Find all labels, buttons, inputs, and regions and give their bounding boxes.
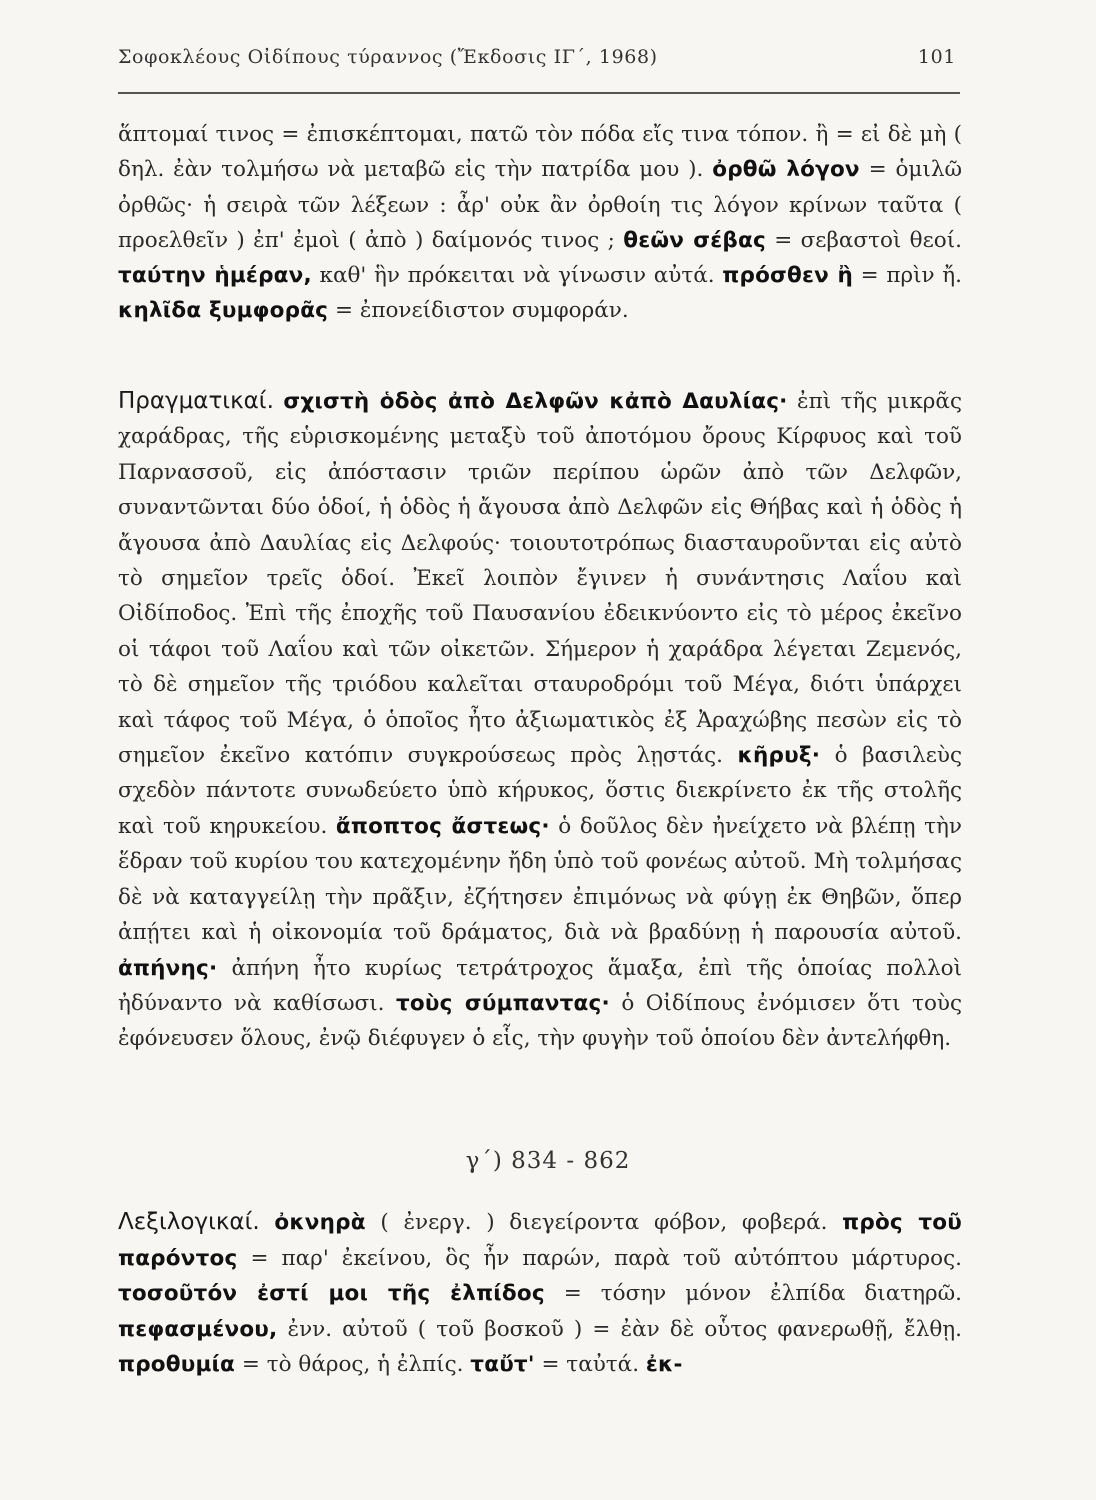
text-run: = πρὶν ἤ.: [853, 263, 962, 289]
lemma: ταὔτ': [470, 1352, 535, 1377]
text-run: ( ἐνεργ. ) διεγείροντα φόβον, φοβερά.: [365, 1210, 843, 1235]
lemma: θεῶν σέβας: [623, 227, 766, 253]
lemma: ἄποπτος ἄστεως·: [335, 813, 550, 839]
text-run: = τὸ θάρος, ἡ ἐλπίς.: [235, 1352, 471, 1377]
text-run: ἀπήνη ἦτο κυρίως τετράτροχος ἅμαξα, ἐπὶ τῆς ὁποίας πολλοὶ ἠδύναντο νὰ καθίσωσι.: [118, 955, 962, 1016]
text-run: = σεβαστοὶ θεοί.: [765, 227, 962, 253]
page-number: 101: [917, 46, 956, 68]
lemma: ὀκνηρὰ: [274, 1210, 366, 1235]
text-run: = ὁμιλῶ ὀρθῶς· ἡ σειρὰ τῶν λέξεων : ἆρ' οὐκ ἂν ὀρθοίη τις λόγον κρίνων ταῦτα ( προελθεῖν ) ἐπ' ἐμοὶ ( ἀπὸ ) δαίμονός τινος ;: [118, 157, 962, 253]
text-run: ἅπτομαί τινος = ἐπισκέπτομαι, πατῶ τὸν πόδα εἴς τινα τόπον. ἢ = εἰ δὲ μὴ ( δηλ. ἐὰν τολμήσω νὰ μεταβῶ εἰς τὴν πατρίδα μου ).: [118, 122, 962, 183]
lexical-notes-paragraph: [118, 1205, 962, 1383]
lemma: κῆρυξ·: [737, 743, 821, 769]
lemma: τοσοῦτόν ἐστί μοι τῆς ἐλπίδος: [118, 1281, 545, 1306]
lemma: ὀρθῶ λόγον: [712, 157, 860, 183]
lemma: κηλῖδα ξυμφορᾶς: [118, 298, 329, 324]
verse-range-title: γ΄) 834 - 862: [465, 1148, 631, 1174]
section-heading: Λεξιλογικαί.: [118, 1209, 260, 1235]
text-run: = ἐπονείδιστον συμφοράν.: [328, 298, 629, 324]
text-run: καθ' ἣν πρόκειται νὰ γίνωσιν αὐτά.: [311, 263, 723, 289]
lemma: πρὸς τοῦ παρόντος: [118, 1210, 962, 1271]
header-rule: [118, 92, 960, 94]
lemma: ταύτην ἡμέραν,: [118, 263, 312, 289]
text-run: ὁ βασιλεὺς σχεδὸν πάντοτε συνωδεύετο ὑπὸ κήρυκος, ὅστις διεκρίνετο ἐκ τῆς στολῆς καὶ τοῦ κηρυκείου.: [118, 743, 963, 839]
text-run: = παρ' ἐκείνου, ὃς ἦν παρών, παρὰ τοῦ αὐτόπτου μάρτυρος.: [237, 1245, 962, 1271]
section-heading: Πραγματικαί.: [118, 388, 274, 414]
glossary-paragraph-continued: [118, 117, 962, 329]
running-header: [118, 40, 960, 80]
text-run: ἐνν. αὐτοῦ ( τοῦ βοσκοῦ ) = ἐὰν δὲ οὗτος φανερωθῇ, ἔλθῃ.: [277, 1316, 962, 1342]
lemma: σχιστὴ ὁδὸς ἀπὸ Δελφῶν κἀπὸ Δαυλίας·: [283, 389, 788, 414]
header-title: Σοφοκλέους Οἰδίπους τύραννος (Ἔκδοσις ΙΓ΄, 1968): [118, 46, 658, 68]
lemma: προθυμία: [118, 1352, 236, 1377]
lemma: ἐκ-: [645, 1352, 683, 1377]
lemma: τοὺς σύμπαντας·: [396, 990, 610, 1016]
text-run: = ταὐτά.: [534, 1352, 646, 1377]
lemma: πεφασμένου,: [118, 1316, 278, 1342]
text-run: ἐπὶ τῆς μικρᾶς χαράδρας, τῆς εὑρισκομένης μεταξὺ τοῦ ἀποτόμου ὄρους Κίρφυος καὶ τοῦ Παρνασσοῦ, εἰς ἀπόστασιν τριῶν περίπου ὡρῶν ἀπὸ τῶν Δελφῶν, συναντῶνται δύο ὁδοί, ἡ ὁδὸς ἡ ἄγουσα ἀπὸ Δελφῶν εἰς Θήβας καὶ ἡ ὁδὸς ἡ ἄγουσα ἀπὸ Δαυλίας εἰς Δελφούς· τοιουτοτρόπως διασταυροῦνται εἰς αὐτὸ τὸ σημεῖον τρεῖς ὁδοί. Ἐκεῖ λοιπὸν ἔγινεν ἡ συνάντησις Λαΐου καὶ Οἰδίποδος. Ἐπὶ τῆς ἐποχῆς τοῦ Παυσανίου ἐδεικνύοντο εἰς τὸ μέρος ἐκεῖνο οἱ τάφοι τοῦ Λαΐου καὶ τῶν οἰκετῶν. Σήμερον ἡ χαράδρα λέγεται Ζεμενός, τὸ δὲ σημεῖον τῆς τριόδου καλεῖται σταυροδρόμι τοῦ Μέγα, διότι ὑπάρχει καὶ τάφος τοῦ Μέγα, ὁ ὁποῖος ἦτο ἀξιωματικὸς ἐξ Ἀραχώβης πεσὼν εἰς τὸ σημεῖον ἐκεῖνο κατόπιν συγκρούσεως πρὸς λῃστάς.: [118, 389, 962, 769]
lemma: ἀπήνης·: [118, 955, 218, 981]
text-run: ὁ δοῦλος δὲν ἠνείχετο νὰ βλέπῃ τὴν ἕδραν τοῦ κυρίου του κατεχομένην ἤδη ὑπὸ τοῦ φονέως αὐτοῦ. Μὴ τολμήσας δὲ νὰ καταγγείλῃ τὴν πρᾶξιν, ἐζήτησεν ἐπιμόνως νὰ φύγῃ ἐκ Θηβῶν, ὅπερ ἀπῄτει καὶ ἡ οἰκονομία τοῦ δράματος, διὰ νὰ βραδύνῃ ἡ παρουσία αὐτοῦ.: [118, 813, 962, 946]
text-run: ὁ Οἰδίπους ἐνόμισεν ὅτι τοὺς ἐφόνευσεν ὅλους, ἐνῷ διέφυγεν ὁ εἷς, τὴν φυγὴν τοῦ ὁποίου δὲν ἀντελήφθη.: [118, 990, 962, 1052]
text-run: = τόσην μόνον ἐλπίδα διατηρῶ.: [544, 1281, 963, 1306]
factual-notes-paragraph: [118, 384, 962, 1057]
lemma: πρόσθεν ἢ: [722, 263, 853, 289]
